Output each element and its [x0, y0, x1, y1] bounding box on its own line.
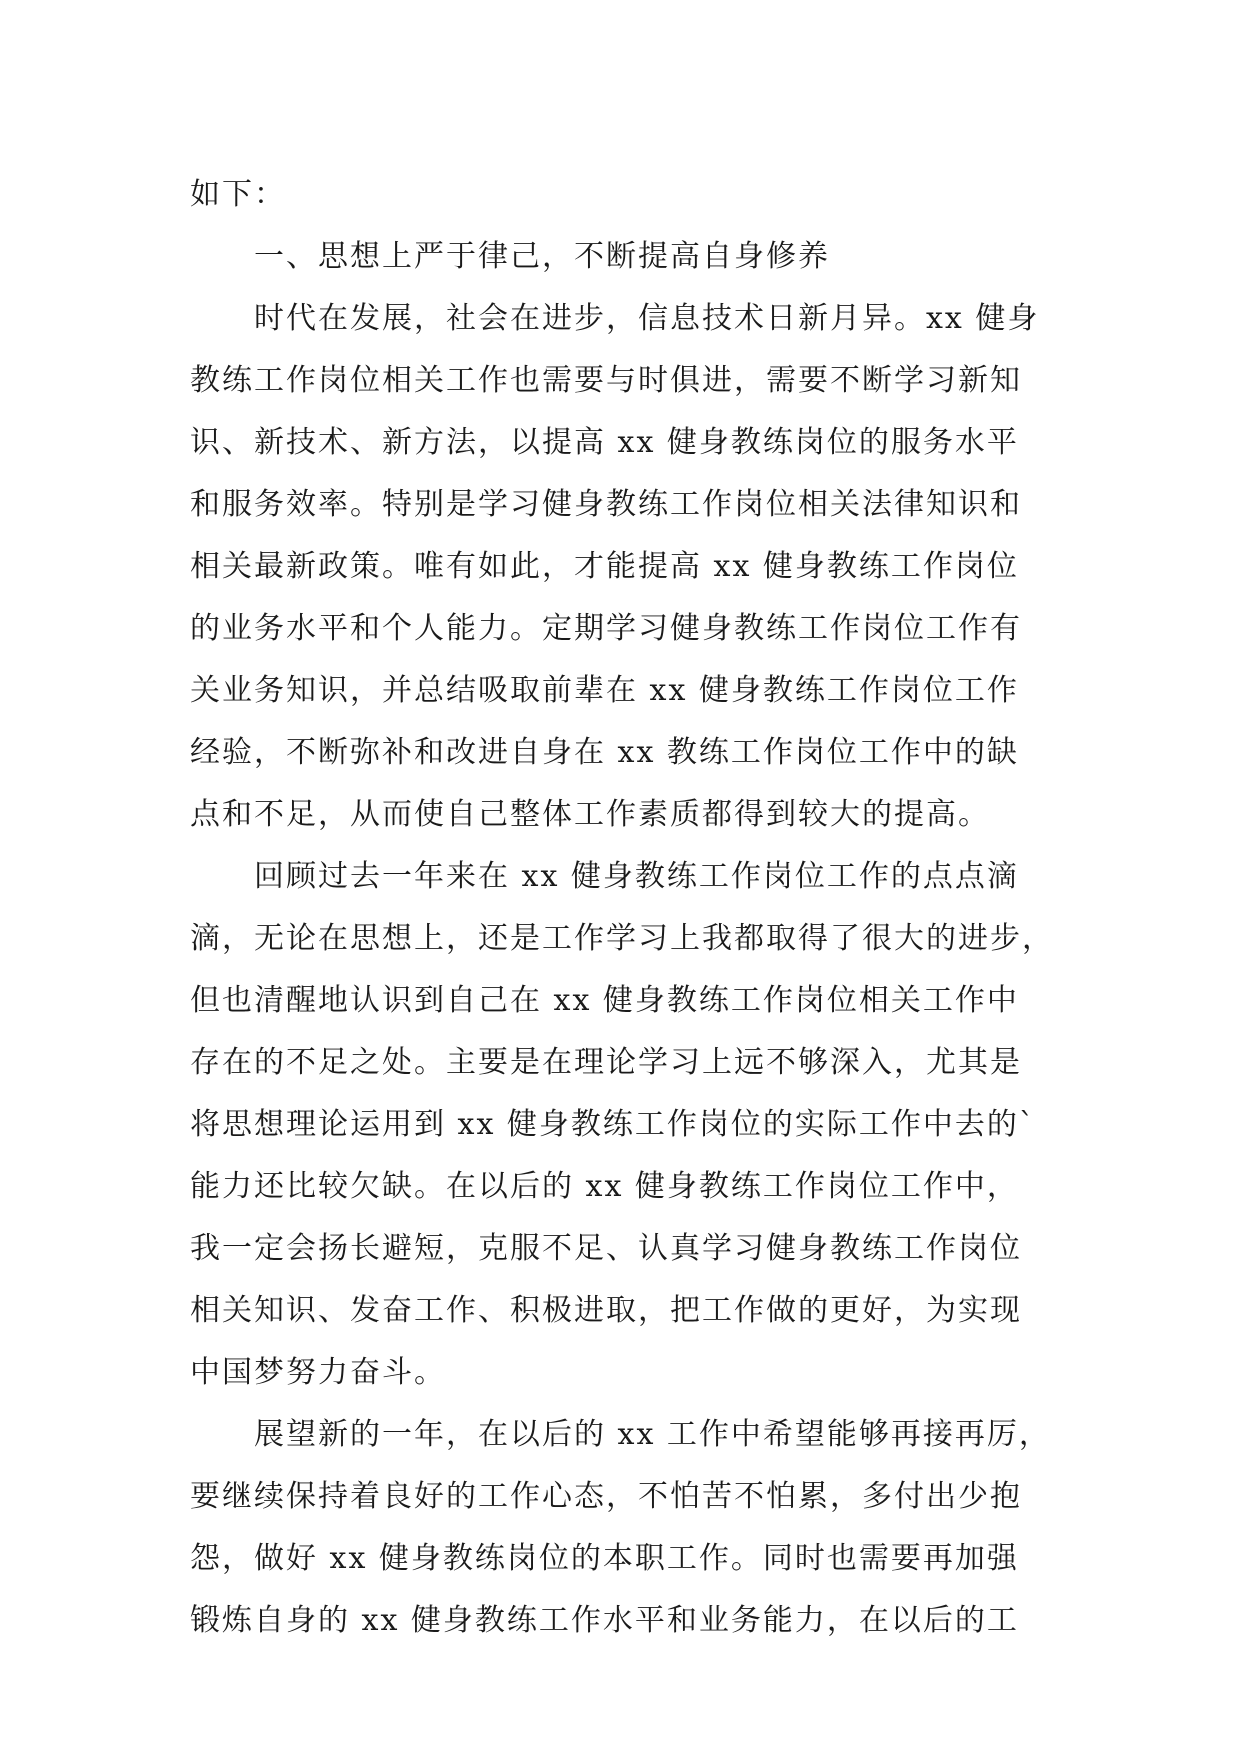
text-line: 相关最新政策。唯有如此，才能提高 xx 健身教练工作岗位	[190, 549, 1019, 584]
text-line: 但也清醒地认识到自己在 xx 健身教练工作岗位相关工作中	[190, 983, 1019, 1018]
text-line: 经验，不断弥补和改进自身在 xx 教练工作岗位工作中的缺	[190, 735, 1019, 770]
text-line: 如下：	[190, 177, 286, 212]
text-line: 将思想理论运用到 xx 健身教练工作岗位的实际工作中去的`	[190, 1107, 1036, 1142]
text-line: 关业务知识，并总结吸取前辈在 xx 健身教练工作岗位工作	[190, 673, 1019, 708]
text-line: 时代在发展，社会在进步，信息技术日新月异。xx 健身	[254, 301, 1040, 336]
text-line: 我一定会扬长避短，克服不足、认真学习健身教练工作岗位	[190, 1231, 1022, 1266]
text-line: 中国梦努力奋斗。	[190, 1355, 446, 1390]
text-line: 滴，无论在思想上，还是工作学习上我都取得了很大的进步，	[190, 921, 1054, 956]
text-line: 和服务效率。特别是学习健身教练工作岗位相关法律知识和	[190, 487, 1022, 522]
text-line: 能力还比较欠缺。在以后的 xx 健身教练工作岗位工作中，	[190, 1169, 1019, 1204]
text-line: 怨，做好 xx 健身教练岗位的本职工作。同时也需要再加强	[190, 1541, 1019, 1576]
text-line: 相关知识、发奋工作、积极进取，把工作做的更好，为实现	[190, 1293, 1022, 1328]
text-line: 识、新技术、新方法，以提高 xx 健身教练岗位的服务水平	[190, 425, 1019, 460]
text-line: 的业务水平和个人能力。定期学习健身教练工作岗位工作有	[190, 611, 1022, 646]
section-heading: 一、思想上严于律己，不断提高自身修养	[254, 239, 830, 274]
text-line: 点和不足，从而使自己整体工作素质都得到较大的提高。	[190, 797, 990, 832]
text-line: 教练工作岗位相关工作也需要与时俱进，需要不断学习新知	[190, 363, 1022, 398]
text-line: 展望新的一年，在以后的 xx 工作中希望能够再接再厉，	[254, 1417, 1051, 1452]
text-line: 要继续保持着良好的工作心态，不怕苦不怕累，多付出少抱	[190, 1479, 1022, 1514]
text-line: 存在的不足之处。主要是在理论学习上远不够深入，尤其是	[190, 1045, 1022, 1080]
document-body	[190, 164, 1060, 1652]
text-line: 回顾过去一年来在 xx 健身教练工作岗位工作的点点滴	[254, 859, 1019, 894]
text-line: 锻炼自身的 xx 健身教练工作水平和业务能力，在以后的工	[190, 1603, 1019, 1638]
